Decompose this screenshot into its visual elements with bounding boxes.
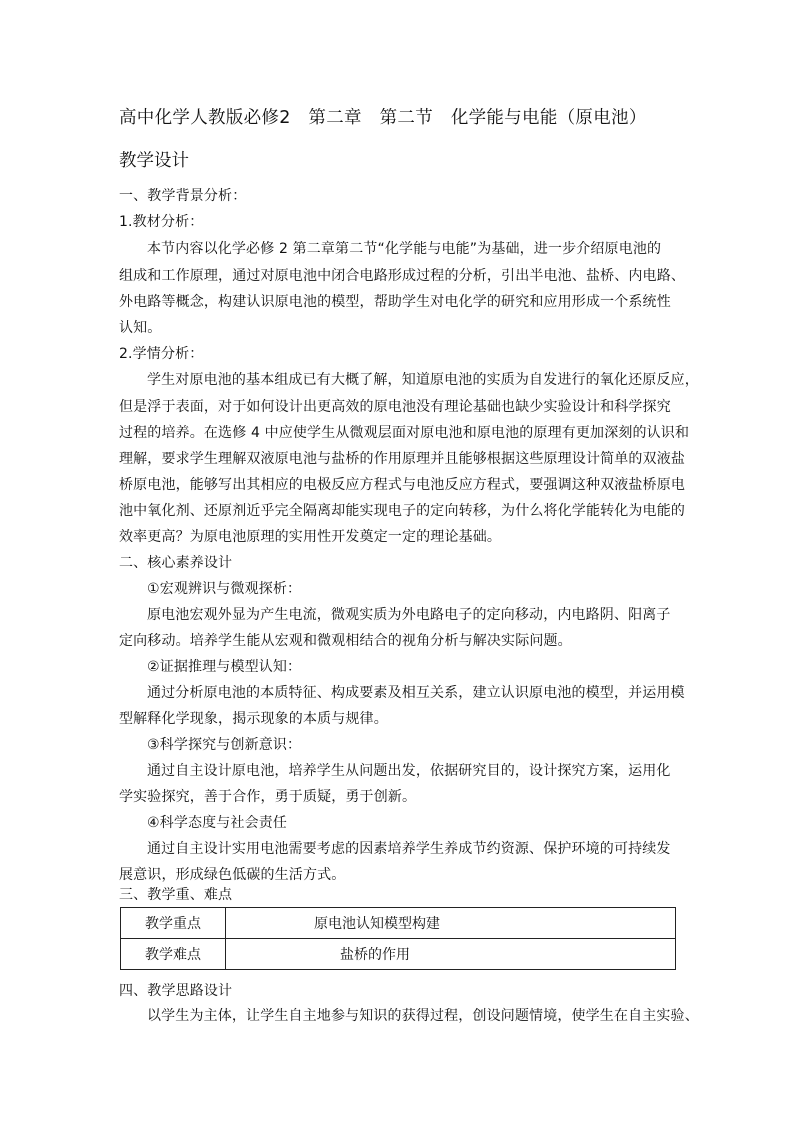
key-points-table — [120, 907, 676, 970]
subsection-heading: 1.教材分析： — [119, 214, 204, 230]
table-row — [121, 939, 676, 970]
paragraph-line: 桥原电池，能够写出其相应的电极反应方程式与电池反应方程式，要强调这种双液盐桥原电 — [119, 477, 685, 493]
table-cell-value: 原电池认知模型构建 — [226, 908, 676, 939]
paragraph-line: 认知。 — [119, 320, 162, 336]
paragraph-line: 展意识，形成绿色低碳的生活方式。 — [119, 867, 346, 883]
table-cell-key: 教学重点 — [121, 908, 226, 939]
paragraph-line: 通过自主设计实用电池需要考虑的因素培养学生养成节约资源、保护环境的可持续发 — [147, 841, 671, 857]
paragraph-line: 但是浮于表面，对于如何设计出更高效的原电池没有理论基础也缺少实验设计和科学探究 — [119, 399, 671, 415]
paragraph-line: 型解释化学现象，揭示现象的本质与规律。 — [119, 711, 388, 727]
document-subtitle: 教学设计 — [119, 151, 189, 171]
item-title: ②证据推理与模型认知： — [147, 659, 302, 675]
document-title: 高中化学人教版必修2 第二章 第二节 化学能与电能（原电池） — [119, 108, 647, 128]
paragraph-line: 以学生为主体，让学生自主地参与知识的获得过程，创设问题情境，使学生在自主实验、 — [147, 1008, 699, 1024]
paragraph-line: 学生对原电池的基本组成已有大概了解，知道原电池的实质为自发进行的氧化还原反应， — [147, 372, 699, 388]
paragraph-line: 通过分析原电池的本质特征、构成要素及相互关系，建立认识原电池的模型，并运用模 — [147, 685, 685, 701]
paragraph-line: 池中氧化剂、还原剂近乎完全隔离却能实现电子的定向转移，为什么将化学能转化为电能的 — [119, 503, 685, 519]
section-heading: 二、核心素养设计 — [119, 555, 233, 571]
paragraph-line: 学实验探究，善于合作，勇于质疑，勇于创新。 — [119, 789, 417, 805]
subsection-heading: 2.学情分析： — [119, 346, 204, 362]
paragraph-line: 理解，要求学生理解双液原电池与盐桥的作用原理并且能够根据这些原理设计简单的双液盐 — [119, 451, 685, 467]
item-title: ④科学态度与社会责任 — [147, 815, 288, 831]
item-title: ③科学探究与创新意识： — [147, 737, 302, 753]
table-cell-key: 教学难点 — [121, 939, 226, 970]
section-heading: 四、教学思路设计 — [119, 983, 233, 999]
paragraph-line: 通过自主设计原电池，培养学生从问题出发，依据研究目的，设计探究方案，运用化 — [147, 763, 671, 779]
table-row — [121, 908, 676, 939]
section-heading: 三、教学重、难点 — [119, 887, 233, 903]
paragraph-line: 原电池宏观外显为产生电流，微观实质为外电路电子的定向移动，内电路阴、阳离子 — [147, 607, 671, 623]
item-title: ①宏观辨识与微观探析： — [147, 581, 302, 597]
table-cell-value: 盐桥的作用 — [226, 939, 676, 970]
paragraph-line: 组成和工作原理，通过对原电池中闭合电路形成过程的分析，引出半电池、盐桥、内电路、 — [119, 268, 685, 284]
paragraph-line: 本节内容以化学必修 2 第二章第二节“化学能与电能”为基础，进一步介绍原电池的 — [147, 241, 662, 257]
paragraph-line: 效率更高？为原电池原理的实用性开发奠定一定的理论基础。 — [119, 529, 502, 545]
paragraph-line: 过程的培养。在选修 4 中应使学生从微观层面对原电池和原电池的原理有更加深刻的认识和 — [119, 425, 690, 441]
paragraph-line: 外电路等概念，构建认识原电池的模型，帮助学生对电化学的研究和应用形成一个系统性 — [119, 294, 671, 310]
section-heading: 一、教学背景分析： — [119, 188, 247, 204]
paragraph-line: 定向移动。培养学生能从宏观和微观相结合的视角分析与解决实际问题。 — [119, 633, 572, 649]
